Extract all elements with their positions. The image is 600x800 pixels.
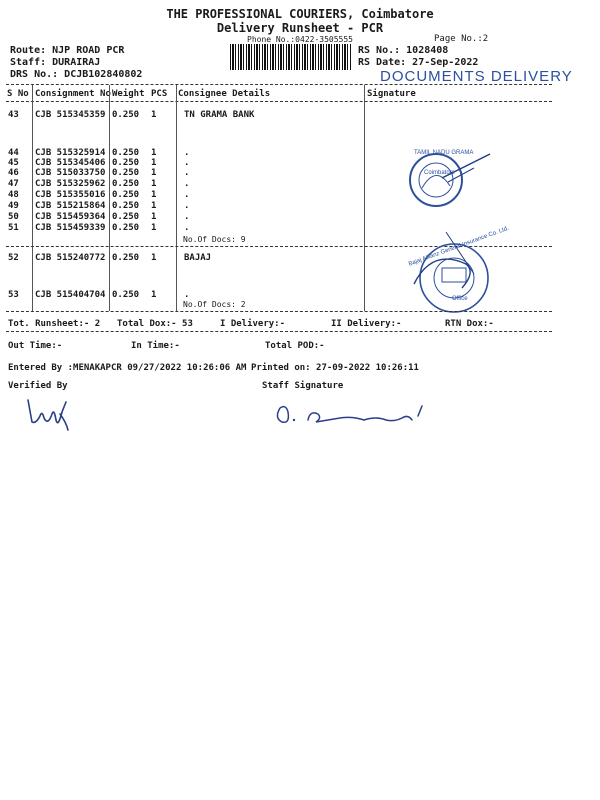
col-consignment: Consignment No	[35, 89, 111, 99]
col-pcs: PCS	[151, 89, 168, 99]
row-weight: 0.250	[112, 253, 140, 263]
row-sno: 52	[8, 253, 19, 263]
row-sno: 49	[8, 201, 19, 211]
row-consignment: CJB 515345406	[35, 158, 106, 168]
total-runsheet: Tot. Runsheet:- 2	[8, 319, 101, 329]
bank-seal-stamp	[402, 148, 497, 218]
row-weight: 0.250	[112, 110, 140, 120]
verified-by-label: Verified By	[8, 381, 68, 391]
verifier-signature	[22, 392, 82, 432]
out-time: Out Time:-	[8, 341, 63, 351]
row-consignee: .	[184, 201, 190, 211]
bank-seal-text: TAMIL NADU GRAMA	[414, 150, 474, 156]
row-consignee: .	[184, 223, 190, 233]
row-consignment: CJB 515355016	[35, 190, 106, 200]
row-pcs: 1	[151, 158, 157, 168]
col-signature: Signature	[367, 89, 416, 99]
row-consignee: .	[184, 158, 190, 168]
documents-delivery-stamp: DOCUMENTS DELIVERY	[380, 68, 573, 85]
rtn-dox: RTN Dox:-	[445, 319, 494, 329]
row-consignment: CJB 515325962	[35, 179, 106, 189]
row-consignee: .	[184, 179, 190, 189]
row-sno: 51	[8, 223, 19, 233]
insurance-seal-text: Bajaj Allianz General Insurance Co. Ltd.	[408, 225, 510, 268]
row-sno: 53	[8, 290, 19, 300]
row-sno: 46	[8, 168, 19, 178]
row-consignee: .	[184, 148, 190, 158]
printed-on: Printed on: 27-09-2022 10:26:11	[251, 363, 419, 373]
row-weight: 0.250	[112, 168, 140, 178]
document-title: Delivery Runsheet - PCR	[216, 21, 384, 35]
row-weight: 0.250	[112, 201, 140, 211]
total-dox: Total Dox:- 53	[117, 319, 193, 329]
row-consignment: CJB 515459364	[35, 212, 106, 222]
row-consignment: CJB 515345359	[35, 110, 106, 120]
row-sno: 43	[8, 110, 19, 120]
insurance-seal-stamp	[396, 228, 506, 318]
row-consignment: CJB 515459339	[35, 223, 106, 233]
column-line	[32, 85, 33, 311]
row-pcs: 1	[151, 223, 157, 233]
entered-by: Entered By :MENAKAPCR 09/27/2022 10:26:06 AM	[8, 363, 247, 373]
divider	[6, 331, 552, 332]
row-weight: 0.250	[112, 179, 140, 189]
total-pod: Total POD:-	[265, 341, 325, 351]
in-time: In Time:-	[131, 341, 180, 351]
row-pcs: 1	[151, 179, 157, 189]
route: Route: NJP ROAD PCR	[10, 45, 125, 56]
staff-signature	[268, 398, 448, 432]
ii-delivery: II Delivery:-	[331, 319, 402, 329]
row-consignment: CJB 515215864	[35, 201, 106, 211]
divider	[6, 311, 552, 312]
row-pcs: 1	[151, 290, 157, 300]
row-consignment: CJB 515240772	[35, 253, 106, 263]
row-consignment: CJB 515033750	[35, 168, 106, 178]
row-sno: 50	[8, 212, 19, 222]
row-weight: 0.250	[112, 290, 140, 300]
row-consignee: .	[184, 290, 190, 300]
row-pcs: 1	[151, 201, 157, 211]
row-consignee: BAJAJ	[184, 253, 212, 263]
row-consignee: .	[184, 212, 190, 222]
drs-number: DRS No.: DCJB102840802	[10, 69, 143, 80]
row-consignment: CJB 515325914	[35, 148, 106, 158]
row-weight: 0.250	[112, 158, 140, 168]
rs-date: RS Date: 27-Sep-2022	[358, 57, 479, 68]
docs-count: No.Of Docs: 2	[183, 300, 246, 309]
column-line	[109, 85, 110, 311]
row-pcs: 1	[151, 110, 157, 120]
row-sno: 48	[8, 190, 19, 200]
phone-number: Phone No.:0422-3505555	[247, 35, 353, 44]
bank-seal-city: Coimbatore	[424, 170, 456, 176]
row-weight: 0.250	[112, 223, 140, 233]
row-weight: 0.250	[112, 190, 140, 200]
row-consignee: TN GRAMA BANK	[184, 110, 255, 120]
staff-signature-label: Staff Signature	[262, 381, 344, 391]
col-weight: Weight	[112, 89, 145, 99]
row-weight: 0.250	[112, 212, 140, 222]
insurance-seal-office: Office	[452, 296, 468, 302]
row-pcs: 1	[151, 212, 157, 222]
col-consignee: Consignee Details	[178, 89, 271, 99]
row-sno: 45	[8, 158, 19, 168]
row-consignee: .	[184, 168, 190, 178]
col-sno: S No	[7, 89, 29, 99]
staff: Staff: DURAIRAJ	[10, 57, 101, 68]
row-pcs: 1	[151, 148, 157, 158]
row-consignee: .	[184, 190, 190, 200]
row-sno: 47	[8, 179, 19, 189]
row-pcs: 1	[151, 168, 157, 178]
row-consignment: CJB 515404704	[35, 290, 106, 300]
company-name: THE PROFESSIONAL COURIERS, Coimbatore	[166, 7, 434, 21]
i-delivery: I Delivery:-	[220, 319, 286, 329]
divider	[6, 84, 552, 85]
docs-count: No.Of Docs: 9	[183, 235, 246, 244]
column-line	[364, 85, 365, 311]
row-pcs: 1	[151, 253, 157, 263]
divider	[6, 101, 552, 102]
row-sno: 44	[8, 148, 19, 158]
column-line	[176, 85, 177, 311]
page-number: Page No.:2	[434, 34, 489, 44]
barcode	[230, 44, 352, 70]
row-weight: 0.250	[112, 148, 140, 158]
row-pcs: 1	[151, 190, 157, 200]
rs-number: RS No.: 1028408	[358, 45, 449, 56]
